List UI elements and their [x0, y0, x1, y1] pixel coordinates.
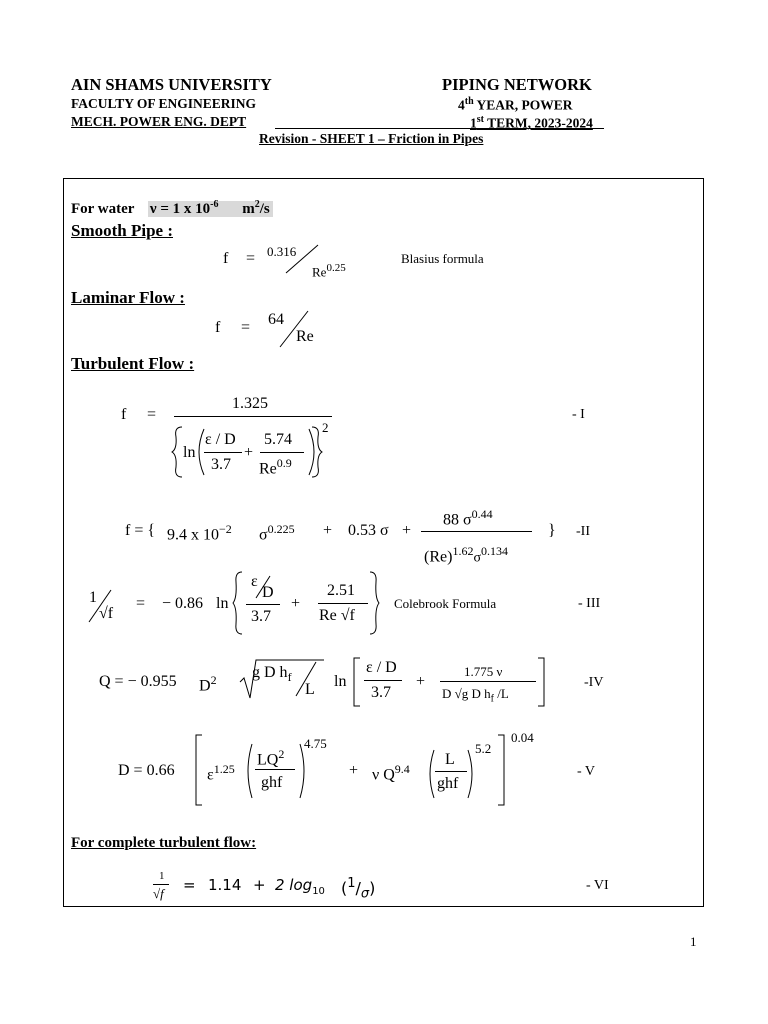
eq5-p1-exp: 4.75: [304, 736, 327, 751]
eq3-tag: - III: [578, 596, 601, 611]
eq3-eq: =: [136, 595, 146, 612]
water-label: For water: [71, 201, 135, 217]
eq2-lhs: f = {: [125, 522, 156, 539]
eq4-term2-num: 1.775 ν: [464, 664, 503, 679]
smooth-pipe-heading: Smooth Pipe :: [71, 221, 173, 240]
page-number: 1: [690, 934, 697, 949]
university-name: AIN SHAMS UNIVERSITY: [71, 75, 272, 94]
eq5-p2-num: L: [445, 751, 455, 768]
eq3-term1-den: 3.7: [251, 608, 271, 625]
header-rule: [275, 128, 604, 129]
eq4-D: $D^2$: [199, 673, 217, 695]
smooth-f: f: [223, 250, 229, 267]
eq4-term1-bar: [364, 680, 402, 681]
eq2-tag: -II: [576, 524, 590, 539]
eq6-plus: +: [253, 876, 266, 894]
eq5-p2-den: ghf: [437, 775, 459, 792]
sheet-title: Revision - SHEET 1 – Friction in Pipes: [259, 131, 484, 146]
eq5-p1-den: ghf: [261, 774, 283, 791]
colebrook-note: Colebrook Formula: [394, 596, 497, 611]
eq1-tag: - I: [572, 407, 585, 422]
viscosity-unit: $m^2/s$: [239, 201, 273, 217]
turbulent-heading: Turbulent Flow :: [71, 354, 195, 373]
eq2-denominator: $(Re)^{1.62}\sigma^{0.134}$: [424, 544, 508, 566]
smooth-eq: =: [246, 250, 256, 267]
eq5-p2-bar: [435, 771, 467, 772]
smooth-denominator: $Re^{0.25}$: [312, 262, 346, 280]
eq6-lhs-num: 1: [159, 870, 165, 882]
eq6-lhs-den: √f: [153, 886, 164, 901]
eq5-p1-num: $LQ^2$: [257, 747, 285, 769]
eq4-root-den: L: [305, 681, 315, 698]
year-line: 4th YEAR, POWER: [458, 96, 573, 113]
laminar-eq: =: [241, 319, 251, 336]
eq3-term1-bar: [246, 604, 280, 605]
eq4-term2-den: D √g D $h_f$ /L: [442, 686, 509, 705]
eq1-term2-den: $Re^{0.9}$: [259, 456, 292, 478]
eq4-ln: ln: [334, 673, 347, 690]
eq1-numerator: 1.325: [232, 395, 268, 412]
eq6-eq: =: [183, 876, 196, 894]
eq4-term1-den: 3.7: [371, 684, 391, 701]
eq3-term1-num2: D: [262, 584, 274, 601]
laminar-heading: Laminar Flow :: [71, 288, 185, 307]
department-name: MECH. POWER ENG. DEPT: [71, 114, 247, 129]
eq5-tag: - V: [577, 764, 596, 779]
eq5-lhs: D = 0.66: [118, 762, 175, 779]
eq1-term1-den: 3.7: [211, 456, 231, 473]
complete-turbulent-heading: For complete turbulent flow:: [71, 835, 257, 851]
eq2-plus1: +: [323, 522, 333, 539]
eq4-lhs: Q = − 0.955: [99, 673, 177, 690]
eq6-tag: - VI: [586, 878, 609, 893]
eq5-plus: +: [349, 762, 359, 779]
eq3-ln: ln: [216, 595, 229, 612]
eq1-f: f: [121, 406, 127, 423]
eq5-nu: ν $Q^{9.4}$: [372, 762, 410, 784]
eq1-term1-num: ε / D: [205, 431, 236, 448]
eq1-term2-num: 5.74: [264, 431, 292, 448]
eq5-outer-exp: 0.04: [511, 730, 534, 745]
eq3-coef: − 0.86: [162, 595, 204, 612]
eq3-lhs-den: √f: [99, 605, 114, 622]
eq2-close-brace: }: [548, 522, 556, 539]
eq2-plus2: +: [402, 522, 412, 539]
eq4-term1-num: ε / D: [366, 659, 397, 676]
eq1-eq: =: [147, 406, 157, 423]
eq2-fraction-bar: [421, 531, 532, 532]
eq4-tag: -IV: [584, 675, 604, 690]
eq3-lhs-num: 1: [89, 589, 97, 606]
course-title: PIPING NETWORK: [442, 75, 592, 94]
eq4-term2-bar: [440, 681, 536, 682]
eq3-term1-num: ε: [251, 573, 258, 590]
laminar-numerator: 64: [268, 311, 284, 328]
term-line: 1st TERM, 2023-2024: [470, 114, 593, 131]
eq4-plus: +: [416, 673, 426, 690]
faculty-name: FACULTY OF ENGINEERING: [71, 96, 257, 111]
eq1-plus: +: [244, 444, 254, 461]
eq5-p2-exp: 5.2: [475, 741, 492, 756]
eq6-arg: $(^1/_\sigma)$: [341, 876, 376, 902]
eq3-term2-bar: [318, 603, 368, 604]
eq6-log: 2 $\log_{10}$: [275, 876, 325, 897]
viscosity-value: ν = 1 x $10^{-6}$: [148, 201, 239, 217]
eq1-power: 2: [322, 420, 329, 435]
eq2-term-a: 9.4 x $10^{-2}$: [167, 522, 232, 544]
eq1-term2-bar: [260, 452, 304, 453]
water-viscosity-line: [71, 199, 273, 218]
eq5-p1-bar: [255, 769, 295, 770]
smooth-numerator: 0.316: [267, 244, 297, 259]
laminar-denominator: Re: [296, 328, 314, 345]
eq1-fraction-bar: [174, 416, 332, 417]
eq2-numerator: 88 $\sigma^{0.44}$: [443, 507, 493, 529]
eq5-eps: $\varepsilon^{1.25}$: [207, 762, 235, 784]
eq6-lhs-bar: [153, 884, 169, 885]
eq1-ln: ln: [183, 444, 196, 461]
eq2-term-b: 0.53 σ: [348, 522, 389, 539]
eq1-brackets: [170, 423, 340, 483]
eq4-root-num: g D $h_f$: [252, 664, 292, 685]
eq3-term2-den: Re √f: [319, 607, 355, 624]
eq1-term1-bar: [204, 452, 242, 453]
blasius-note: Blasius formula: [401, 251, 484, 266]
laminar-f: f: [215, 319, 221, 336]
eq6-a: 1.14: [208, 876, 242, 894]
eq2-sigma: $\sigma^{0.225}$: [259, 522, 295, 544]
eq3-plus: +: [291, 595, 301, 612]
eq3-term2-num: 2.51: [327, 582, 355, 599]
